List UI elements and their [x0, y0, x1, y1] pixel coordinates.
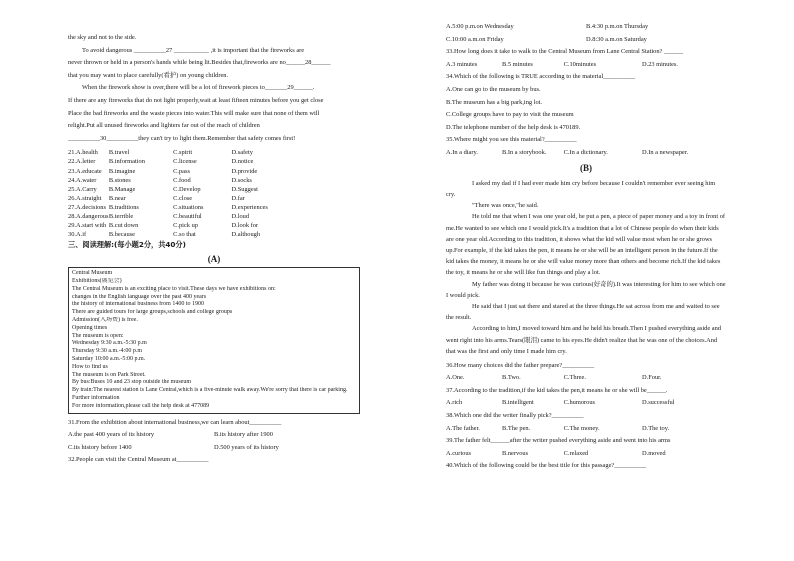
option-a: A.3 minutes — [446, 60, 478, 68]
option-b: B.The museum has a big park,ing lot. — [446, 98, 543, 106]
notice-line: How to find us — [72, 363, 108, 370]
option-c: C.10minutes — [563, 60, 597, 68]
option-d: D.Suggest — [231, 185, 258, 193]
option-b: B.The pen. — [502, 424, 531, 432]
question-31: 31.From the exhibition about international business,we can learn about__________ — [68, 418, 282, 426]
option-row — [68, 230, 360, 239]
option-b: B.stones — [108, 176, 131, 184]
notice-line: the history of international business from 1400 to 1900 — [72, 301, 204, 308]
notice-line: Exhibitions(展览会) — [72, 278, 122, 285]
notice-line: Admission(入场费) is free. — [72, 317, 138, 324]
cloze-passage — [68, 33, 360, 146]
option-b: B.nervous — [502, 449, 529, 457]
option-b: B.Two. — [502, 374, 521, 382]
option-b: B.information — [108, 158, 145, 166]
notice-line: changes in the English language over the past 400 years — [72, 293, 207, 300]
option-c: C.College groups have to pay to visit the museum — [446, 111, 574, 119]
option-row — [68, 148, 360, 157]
passage-line: never thrown or held in a person's hands while being lit.Besides that,fireworks are no______28______ — [68, 59, 331, 67]
passage-a-label: (A) — [207, 253, 221, 264]
option-c: C.beautiful — [173, 213, 202, 220]
notice-line: The Central Museum is an exciting place to visit.These days we have exhibitions on: — [72, 285, 276, 292]
question-33: 33.How long does it take to walk to the Central Museum from Lane Central Station? ______ — [446, 48, 684, 56]
option-d: D.500 years of its history — [214, 443, 279, 451]
notice-line: By bus:Buses 10 and 23 stop outside the museum — [72, 379, 191, 386]
option-c: C.spirit — [173, 149, 193, 157]
option-d: D.safety — [231, 149, 253, 157]
passage-line: the sky and not to the side. — [68, 34, 137, 41]
option-a: 23.A.educate — [68, 167, 102, 175]
option-c: C.food — [173, 176, 191, 184]
option-b: B.intelligent — [502, 399, 534, 407]
passage-line: To avoid dangerous __________27 ___________ ,it is important that the fireworks are — [82, 46, 305, 54]
passage-b-paragraph: According to him,I moved toward him and he held his breath.Then I pushed everything aside and went right into his arms.Tears(眼泪) came to his eyes.He didn't realize that he was one of the choices.And that was the first and only time I made him cry. — [446, 325, 721, 355]
option-b: B.near — [108, 194, 126, 202]
question-33-options — [446, 60, 726, 69]
passage-line: __________30__________they can't try to light them.Remember that safety comes first! — [68, 134, 296, 142]
option-a: 29.A.start with — [68, 222, 107, 230]
option-d: D.provide — [231, 167, 258, 175]
option-d: D.The toy. — [641, 424, 670, 432]
option-row — [68, 185, 360, 194]
option-d: D.In a newspaper. — [641, 148, 689, 156]
passage-line: When the firework show is over,there will be a lot of firework pieces to_______29______. — [82, 84, 315, 92]
option-b: B.4:30 p.m.on Thursday — [586, 23, 649, 30]
notice-line: There are guided tours for large groups,schools and college groups — [72, 309, 233, 316]
section-title: 三、阅读理解:(每小题2分，共40分) — [68, 240, 186, 250]
question-32-options — [446, 22, 726, 31]
passage-b-paragraph: I asked my dad if I had ever made him cry before because I couldn't remember ever seeing him cry. — [446, 179, 716, 198]
option-d: D.far — [231, 194, 245, 202]
passage-line: Place the bad fireworks and the waste pieces into water.This will make sure that none of them will — [68, 109, 320, 117]
option-c: C.The money. — [563, 424, 600, 432]
notice-line: Wednesday 9:30 a.m.-5:30 p.m — [72, 340, 147, 347]
left-column — [68, 33, 360, 464]
question-34: 34.Which of the following is TRUE according to the material__________ — [446, 73, 636, 81]
notice-line: By train:The nearest station is Lane Central,which is a five-minute walk away.We're sorry that there is car parking. — [72, 387, 348, 394]
passage-line: If there are any fireworks that do not light properly,wait at least fifteen minutes before you get close — [68, 96, 324, 104]
notice-line: Central Museum — [72, 270, 113, 277]
option-c: C.10:00 a.m.on Friday — [446, 35, 504, 43]
option-row — [68, 194, 360, 203]
option-row — [68, 157, 360, 166]
option-c: C.so that — [173, 231, 196, 239]
question-31-options — [68, 430, 360, 439]
option-c: C.close — [173, 194, 193, 202]
option-row — [68, 167, 360, 176]
option-a: A.5:00 p.m.on Wednesday — [446, 23, 514, 30]
option-d: D.The telephone number of the help desk is 470189. — [446, 123, 581, 131]
passage-b-paragraph: "There was once,"he said. — [472, 202, 539, 210]
option-b: B.In a storybook. — [502, 148, 547, 156]
option-a: A.In a diary. — [446, 148, 478, 156]
question-37-options — [446, 398, 726, 407]
passage-line: that you may want to place carefully(看护) on young children. — [68, 71, 229, 79]
option-a: 22.A.letter — [68, 158, 96, 166]
option-d: D.23 minutes. — [641, 60, 679, 68]
option-d: D.successful — [641, 399, 675, 407]
question-36-options — [446, 373, 726, 382]
option-b: B.5 minutes — [502, 60, 533, 68]
option-a: 26.A.straight — [68, 194, 102, 202]
option-row — [68, 221, 360, 230]
option-d: D.moved — [641, 449, 666, 457]
option-b: B.cut down — [108, 222, 139, 230]
option-b: B.traditions — [108, 203, 139, 211]
passage-b-paragraph: He said that I just sat there and stared at the three things.He sat across from me and waited to see the result. — [446, 303, 720, 322]
question-35-options — [446, 148, 726, 157]
option-b: B.travel — [108, 149, 130, 157]
option-d: D.look for — [231, 222, 259, 230]
option-a: A.One can go to the museum by bus. — [446, 85, 541, 93]
question-38-options — [446, 424, 726, 433]
question-39: 39.The father felt______after the writer pushed everything aside and went into his arms — [446, 437, 671, 445]
option-a: 30.A.if — [68, 231, 87, 239]
question-32: 32.People can visit the Central Museum at__________ — [68, 456, 209, 464]
option-d: D.notice — [231, 158, 254, 166]
question-40: 40.Which of the following could be the best title for this passage?__________ — [446, 462, 647, 470]
option-c: C.its history before 1400 — [68, 443, 132, 451]
passage-b — [446, 178, 726, 357]
option-row — [68, 203, 360, 212]
notice-line: Further information — [72, 395, 120, 402]
option-a: A.The father. — [446, 424, 480, 432]
question-31-options — [68, 443, 360, 452]
option-a: A.curious — [446, 449, 472, 457]
option-a: A.the past 400 years of its history — [68, 431, 155, 439]
notice-line: For more information,please call the help desk at 477089 — [72, 402, 210, 409]
passage-b-paragraph: He told me that when I was one year old, he put a pen, a piece of paper money and a toy in front of me.He wanted to see which one I would pick.It's a tradition that a lot of Chinese people do when their kids are one year old.According to this tradition, it shows what the kid will value most when he or she grows up.For example, if the kid takes the pen, it means he or she will be an intelligent person in the future.If the kid takes the money, it means he or she will value money more than others and become rich.If the kid takes the toy, it means he or she will like fun things and play a lot. — [446, 213, 726, 277]
option-d: D.8:30 a.m.on Saturday — [586, 35, 647, 43]
option-b: B.because — [108, 231, 135, 239]
option-c: C.relaxed — [563, 449, 589, 457]
option-d: D.socks — [231, 176, 252, 184]
notice-line: The museum is open: — [72, 332, 124, 339]
question-35: 35.Where might you see this material?__________ — [446, 136, 577, 144]
option-a: 21.A.health — [68, 149, 98, 157]
option-b: B.terrible — [108, 213, 134, 220]
option-a: 24.A.water — [68, 176, 97, 184]
option-a: A.One. — [446, 374, 465, 382]
option-c: C.pass — [173, 167, 190, 175]
notice-line: Thursday 9:30 a.m.-4:00 p.m — [72, 348, 142, 355]
option-c: C.pick up — [173, 222, 198, 230]
option-b: B.its history after 1900 — [214, 431, 273, 439]
option-b: B.imagine — [108, 167, 136, 175]
option-c: C.humorous — [563, 399, 596, 407]
question-38: 38.Which one did the writer finally pick?__________ — [446, 411, 584, 419]
passage-b-paragraph: My father was doing it because he was curious(好奇的).It was interesting for him to see which one I would pick. — [446, 280, 726, 299]
option-d: D.although — [231, 231, 261, 239]
option-row — [68, 212, 360, 221]
museum-notice-box — [68, 267, 360, 413]
question-39-options — [446, 449, 726, 458]
option-d: D.loud — [231, 213, 250, 220]
option-c: C.Develop — [173, 185, 201, 193]
option-a: A.rich — [446, 399, 463, 407]
notice-line: Saturday 10:00 a.m.-5:00 p.m. — [72, 356, 146, 363]
option-c: C.situations — [173, 203, 204, 211]
question-36: 36.How many choices did the father prepare?__________ — [446, 361, 595, 369]
question-32-options — [446, 35, 726, 44]
option-c: C.Three. — [563, 374, 586, 382]
option-c: C.In a dictionary. — [563, 148, 608, 156]
option-d: D.Four. — [641, 374, 662, 382]
option-row — [68, 176, 360, 185]
notice-line: Opening times — [72, 324, 108, 331]
right-column — [446, 22, 726, 470]
option-a: 28.A.dangerous — [68, 213, 109, 220]
passage-b-label: (B) — [580, 163, 592, 174]
option-c: C.license — [173, 158, 197, 166]
option-d: D.experiences — [231, 203, 268, 211]
cloze-options — [68, 148, 360, 239]
notice-line: The museum is on Park Street. — [72, 371, 146, 378]
option-b: B.Manage — [108, 185, 136, 193]
option-a: 25.A.Carry — [68, 185, 97, 193]
passage-line: relight.Put all unused fireworks and lighters far out of the reach of children — [68, 122, 260, 130]
question-37: 37.According to the tradition,if the kid takes the pen,it means he or she will be______. — [446, 386, 668, 394]
option-a: 27.A.decisions — [68, 203, 106, 211]
